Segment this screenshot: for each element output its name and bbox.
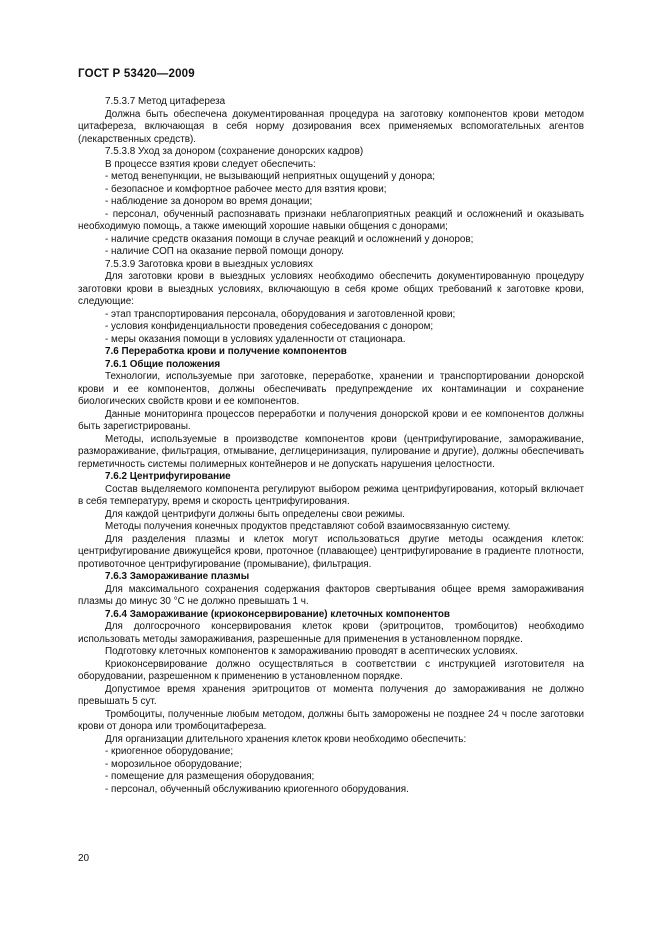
subsection-heading: 7.5.3.9 Заготовка крови в выездных условиях [105,258,313,270]
paragraph: Для каждой центрифуги должны быть определены свои режимы. [105,508,405,520]
list-item: - помещение для размещения оборудования; [105,771,315,782]
page-number: 20 [78,853,90,864]
paragraph: Состав выделяемого компонента регулируют выбором режима центрифугирования, который включает в себя температуру, время и скорость центрифугирования. [78,483,584,507]
paragraph: Тромбоциты, полученные любым методом, должны быть заморожены не позднее 24 ч после заготовки крови от донора или тромбоцитафереза. [78,708,584,732]
list-item: - меры оказания помощи в условиях удаленности от стационара. [105,333,406,345]
list-item: - наблюдение за донором во время донации; [105,196,313,207]
list-item: - наличие средств оказания помощи в случае реакций и осложнений у доноров; [105,233,474,245]
section-heading: 7.6.4 Замораживание (криоконсервирование) клеточных компонентов [105,608,450,620]
list-item: - морозильное оборудование; [105,758,243,770]
paragraph: Должна быть обеспечена документированная процедура на заготовку компонентов крови методом цитафереза, включающая в себя норму дозирования всех применяемых вспомогательных агентов (лекарственных средств). [78,108,584,145]
paragraph: Методы получения конечных продуктов представляют собой взаимосвязанную систему. [105,521,511,532]
document-header: ГОСТ Р 53420—2009 [78,68,195,80]
section-heading: 7.6.2 Центрифугирование [105,471,231,482]
list-item: - наличие СОП на оказание первой помощи донору. [105,246,344,257]
paragraph: Для максимального сохранения содержания факторов свертывания общее время замораживания плазмы до минус 30 °С не должно превышать 1 ч. [78,583,584,607]
list-item: - персонал, обученный обслуживанию криогенного оборудования. [105,783,409,795]
paragraph: Для организации длительного хранения клеток крови необходимо обеспечить: [105,733,467,745]
paragraph: Для разделения плазмы и клеток могут использоваться другие методы осаждения клеток: центрифугирование движущейся крови, проточное (плавающее) центрифугирование в градиенте плотности, противоточное центрифугирование (промывание), фильтрация. [78,533,584,570]
list-item: - этап транспортирования персонала, оборудования и заготовленной крови; [105,308,456,320]
paragraph: Технологии, используемые при заготовке, переработке, хранении и транспортировании донорской крови и ее компонентов, должны обеспечивать предупреждение их контаминации и сохранение биологических свойств крови и ее компонентов. [78,371,584,407]
section-heading: 7.6.3 Замораживание плазмы [105,571,250,582]
list-item: - персонал, обученный распознавать признаки неблагоприятных реакций и осложнений и оказывать необходимую помощь, а также имеющий хорошие навыки общения с донорами; [78,208,584,232]
paragraph: Криоконсервирование должно осуществляться в соответствии с инструкцией изготовителя на оборудовании, разрешенном к применению в установленном порядке. [78,658,584,682]
subsection-heading: 7.5.3.8 Уход за донором (сохранение донорских кадров) [105,146,364,157]
list-item: - безопасное и комфортное рабочее место для взятия крови; [105,183,387,195]
paragraph: Для долгосрочного консервирования клеток крови (эритроцитов, тромбоцитов) необходимо использовать методы замораживания, разрешенные для применения в установленном порядке. [78,621,584,645]
document-body [78,96,584,796]
section-heading: 7.6 Переработка крови и получение компонентов [105,346,347,357]
section-heading: 7.6.1 Общие положения [105,358,221,370]
list-item: - криогенное оборудование; [105,746,234,757]
paragraph: Методы, используемые в производстве компонентов крови (центрифугирование, замораживание, размораживание, фильтрация, отмывание, деглицеринизация, пулирование и другие), должны обеспечивать герметичность системы полимерных контейнеров и не допускать нарушения целостности. [78,433,584,470]
paragraph: Данные мониторинга процессов переработки и получения донорской крови и ее компонентов должны быть зарегистрированы. [78,408,584,432]
list-item: - условия конфиденциальности проведения собеседования с донором; [105,321,434,332]
subsection-heading: 7.5.3.7 Метод цитафереза [105,96,226,107]
paragraph: Подготовку клеточных компонентов к замораживанию проводят в асептических условиях. [105,646,518,657]
paragraph: Для заготовки крови в выездных условиях необходимо обеспечить документированную процедуру заготовки крови в выездных условиях, включающую в себя кроме общих требований к заготовке крови, следующие: [78,271,584,307]
paragraph: В процессе взятия крови следует обеспечить: [105,158,316,170]
paragraph: Допустимое время хранения эритроцитов от момента получения до замораживания не должно превышать 5 сут. [78,683,584,707]
list-item: - метод венепункции, не вызывающий неприятных ощущений у донора; [105,171,435,182]
